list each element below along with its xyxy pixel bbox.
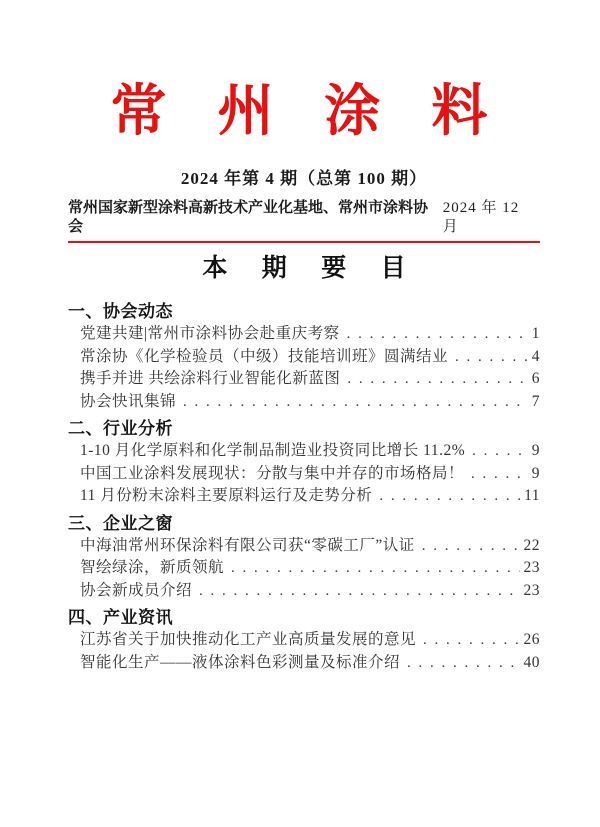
- toc-entry-page: 22: [523, 536, 540, 554]
- toc-entry: [68, 346, 540, 369]
- toc-entry-page: 23: [523, 559, 540, 576]
- toc-entry: [68, 580, 540, 603]
- toc-entry-page: 6: [531, 370, 540, 387]
- toc-entry-title: 智能化生产——液体涂料色彩测量及标准介绍: [80, 653, 401, 671]
- toc-entry-leader: [183, 392, 528, 414]
- table-of-contents: [68, 301, 540, 674]
- toc-entry-title: 常涂协《化学检验员（中级）技能培训班》圆满结业: [80, 347, 449, 365]
- toc-section-industry-information: [68, 607, 540, 674]
- toc-section-association-news: [68, 301, 540, 413]
- issue-number-line: 2024 年第 4 期（总第 100 期）: [180, 169, 428, 188]
- toc-entry: [68, 440, 540, 463]
- toc-entry-title: 中海油常州环保涂料有限公司获“零碳工厂”认证: [80, 536, 415, 554]
- issue-date: 2024 年 12 月: [442, 200, 520, 235]
- toc-section-heading: 一、协会动态: [68, 302, 173, 321]
- toc-entry-leader: [347, 369, 527, 391]
- toc-entry-leader: [455, 347, 528, 369]
- toc-entry-title: 党建共建|常州市涂料协会赴重庆考察: [80, 325, 340, 342]
- publisher-name: 常州国家新型涂料高新技术产业化基地、常州市涂料协会: [68, 200, 429, 235]
- toc-entry-page: 23: [523, 581, 540, 599]
- toc-section-heading: 三、企业之窗: [68, 513, 173, 533]
- magazine-title: 常 州 涂 料: [110, 81, 498, 143]
- toc-entry-page: 1: [531, 325, 540, 342]
- toc-section-industry-analysis: [68, 418, 540, 508]
- toc-entry-leader: [407, 653, 519, 675]
- toc-entry-title: 携手并进 共绘涂料行业智能化新蓝图: [80, 370, 341, 387]
- toc-entry: [68, 485, 540, 508]
- toc-entry-page: 40: [523, 653, 540, 671]
- toc-entry-title: 协会新成员介绍: [80, 581, 193, 599]
- toc-entry-page: 9: [531, 442, 540, 459]
- toc-entry: [68, 629, 540, 652]
- toc-entry: [68, 652, 540, 675]
- toc-section-heading: 二、行业分析: [68, 419, 173, 438]
- publisher-row: [68, 199, 540, 243]
- toc-entry-title: 1-10 月化学原料和化学制品制造业投资同比增长 11.2%: [80, 442, 466, 459]
- toc-entry-page: 11: [524, 487, 540, 504]
- toc-entry-title: 中国工业涂料发展现状：分散与集中并存的市场格局！: [80, 464, 465, 482]
- toc-entry-leader: [231, 558, 519, 580]
- toc-entry: [68, 391, 540, 414]
- toc-entry-page: 4: [531, 347, 540, 365]
- toc-entry-leader: [471, 464, 528, 486]
- toc-heading: 本 期 要 目: [202, 254, 420, 282]
- toc-entry-leader: [199, 581, 519, 603]
- toc-entry-title: 江苏省关于加快推动化工产业高质量发展的意见: [80, 631, 417, 648]
- toc-entry-title: 11 月份粉末涂料主要原料运行及走势分析: [80, 487, 373, 504]
- toc-entry: [68, 323, 540, 346]
- toc-section-heading: 四、产业资讯: [68, 608, 173, 627]
- toc-entry-title: 智绘绿涂，新质领航: [80, 559, 225, 576]
- toc-entry-leader: [347, 324, 528, 346]
- toc-section-enterprise-window: [68, 513, 540, 603]
- toc-entry-page: 9: [531, 464, 540, 482]
- toc-entry-page: 26: [523, 631, 540, 648]
- toc-entry: [68, 535, 540, 558]
- toc-entry-leader: [472, 441, 528, 463]
- toc-entry: [68, 463, 540, 486]
- toc-entry-title: 协会快讯集锦: [80, 392, 177, 410]
- toc-entry-leader: [423, 630, 519, 652]
- toc-entry: [68, 557, 540, 580]
- toc-entry: [68, 368, 540, 391]
- toc-entry-leader: [379, 486, 520, 508]
- magazine-toc-page: [0, 80, 600, 827]
- toc-entry-leader: [422, 536, 520, 558]
- toc-entry-page: 7: [531, 392, 540, 410]
